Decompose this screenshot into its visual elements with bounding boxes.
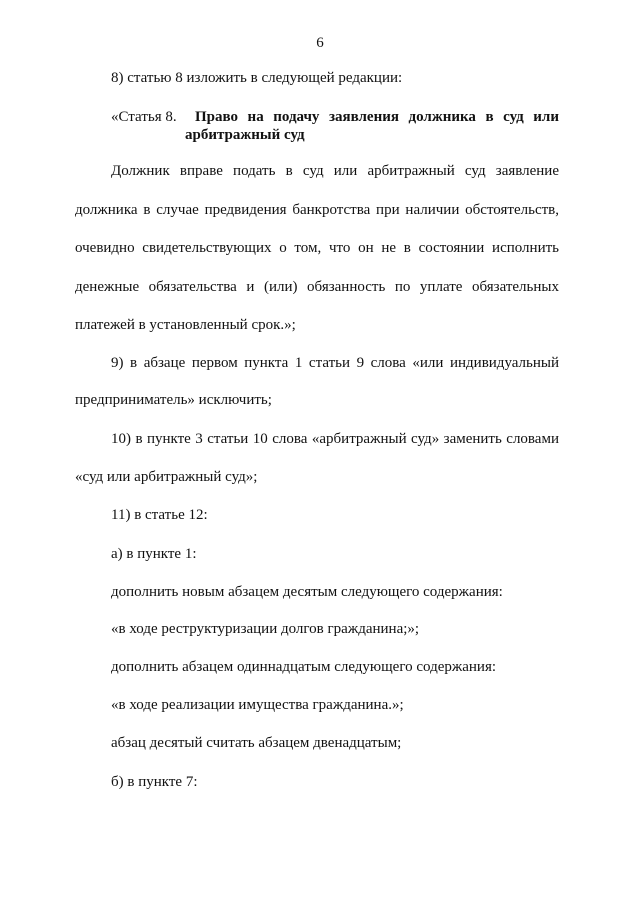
renumber-paragraph: абзац десятый считать абзацем двенадцатым; [111,735,402,751]
quote-paragraph-11: «в ходе реализации имущества гражданина.»; [111,697,404,713]
page-number: 6 [316,35,324,51]
item-9-line-2: предприниматель» исключить; [75,392,272,408]
add-paragraph-10: дополнить новым абзацем десятым следующего содержания: [111,584,503,600]
item-9-line-1: 9) в абзаце первом пункта 1 статьи 9 слова «или индивидуальный [111,355,559,371]
item-10-line-2: «суд или арбитражный суд»; [75,469,258,485]
quote-paragraph-10: «в ходе реструктуризации долгов гражданина;»; [111,621,420,637]
article-8-body-line-5: платежей в установленный срок.»; [75,317,296,333]
item-10-line-1: 10) в пункте 3 статьи 10 слова «арбитражный суд» заменить словами [111,431,559,447]
article-8-title-line-1: Право на подачу заявления должника в суд или [195,109,559,125]
article-8-prefix: «Статья 8. [111,109,177,125]
sub-item-a: а) в пункте 1: [111,546,197,562]
sub-item-b: б) в пункте 7: [111,774,198,790]
article-8-body-line-2: должника в случае предвидения банкротства при наличии обстоятельств, [75,202,559,218]
add-paragraph-11: дополнить абзацем одиннадцатым следующего содержания: [111,659,497,675]
article-8-body-line-1: Должник вправе подать в суд или арбитражный суд заявление [111,163,559,179]
article-8-body-line-4: денежные обязательства и (или) обязанность по уплате обязательных [75,279,559,295]
article-8-title-line-2: арбитражный суд [185,127,305,143]
article-8-body-line-3: очевидно свидетельствующих о том, что он не в состоянии исполнить [75,240,559,256]
item-11: 11) в статье 12: [111,507,208,523]
item-8-intro: 8) статью 8 изложить в следующей редакции: [111,70,403,86]
